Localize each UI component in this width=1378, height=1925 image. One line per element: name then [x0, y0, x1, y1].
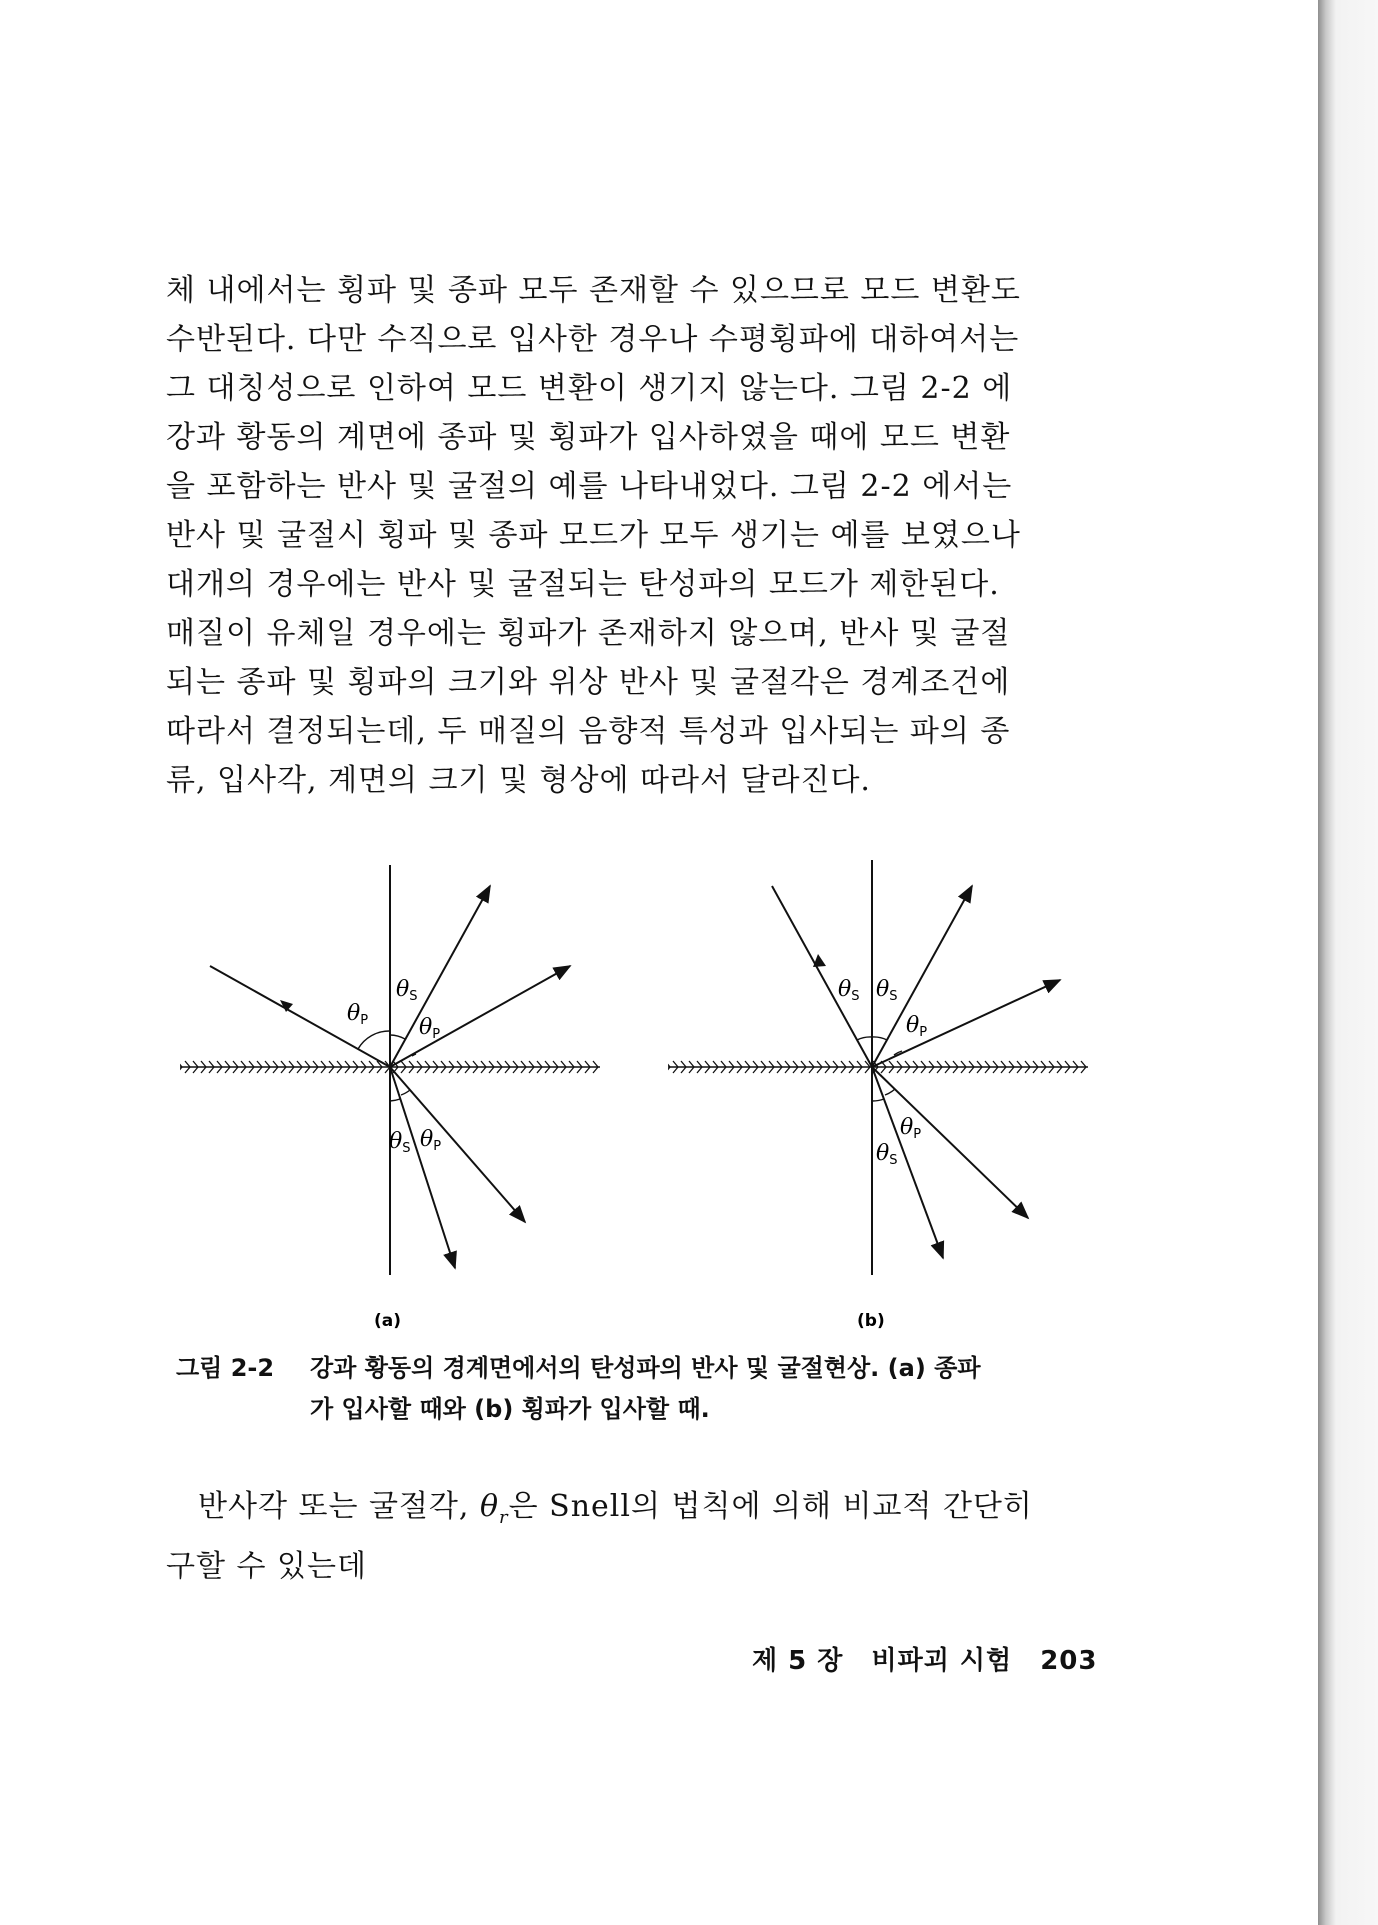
angle-arc-incident-a — [358, 1031, 390, 1049]
reflected-p-wave-b — [872, 980, 1060, 1067]
chapter-label: 제 5 장 — [752, 1646, 844, 1676]
text-line: 류, 입사각, 계면의 크기 및 형상에 따라서 달라진다. — [166, 763, 871, 798]
text-segment: 은 Snell의 법칙에 의해 비교적 간단히 — [508, 1489, 1033, 1524]
text-line: 따라서 결정되는데, 두 매질의 음향적 특성과 입사되는 파의 종 — [166, 714, 1011, 749]
text-segment: 반사각 또는 굴절각, — [198, 1489, 480, 1524]
text-line: 강과 황동의 계면에 종파 및 횡파가 입사하였을 때에 모드 변환 — [166, 420, 1011, 455]
refracted-p-wave-b — [872, 1067, 1028, 1218]
angle-label-theta-s-refracted-a: θS — [389, 1129, 411, 1156]
caption-line-1: 강과 황동의 경계면에서의 탄성파의 반사 및 굴절현상. (a) 종파 — [310, 1354, 981, 1382]
angle-label-theta-s-incident-b: θS — [838, 977, 860, 1004]
angle-arc-reflected-s-a — [390, 1035, 405, 1039]
panel-b — [668, 860, 1088, 1330]
angle-label-theta-p-refracted-a: θP — [420, 1127, 442, 1154]
angle-label-theta-p-reflected-b: θP — [906, 1013, 928, 1040]
text-line: 대개의 경우에는 반사 및 굴절되는 탄성파의 모드가 제한된다. — [166, 567, 1000, 602]
incident-arrowhead-b — [813, 954, 826, 967]
figure-diagram — [160, 850, 1100, 1330]
text-line: 그 대칭성으로 인하여 모드 변환이 생기지 않는다. 그림 2-2 에 — [166, 371, 1013, 406]
angle-arc-incident-b — [857, 1037, 872, 1040]
angle-arc-refracted-p-a — [401, 1090, 410, 1095]
text-line: 되는 종파 및 횡파의 크기와 위상 반사 및 굴절각은 경계조건에 — [166, 665, 1011, 700]
caption-line-2: 가 입사할 때와 (b) 횡파가 입사할 때. — [310, 1395, 710, 1423]
body-paragraph-1 — [166, 266, 1078, 805]
panel-a — [180, 865, 600, 1330]
angle-arc-refracted-s-b — [872, 1099, 884, 1101]
angle-label-theta-p-refracted-b: θP — [900, 1115, 922, 1142]
panel-b-label: (b) — [857, 1311, 885, 1330]
angle-label-theta-s-reflected-b: θS — [876, 977, 898, 1004]
angle-label-theta-p-incident-a: θP — [347, 1001, 369, 1028]
text-line: 을 포함하는 반사 및 굴절의 예를 나타내었다. 그림 2-2 에서는 — [166, 469, 1013, 504]
refracted-s-wave-a — [390, 1067, 455, 1268]
text-line: 반사 및 굴절시 횡파 및 종파 모드가 모두 생기는 예를 보였으나 — [166, 518, 1021, 553]
theta-r-symbol: $\theta_r$ — [479, 1489, 509, 1528]
angle-arc-refracted-p-b — [885, 1089, 895, 1095]
panel-a-label: (a) — [374, 1311, 402, 1330]
angle-label-theta-s-refracted-b: θS — [876, 1141, 898, 1168]
text-line: 수반된다. 다만 수직으로 입사한 경우나 수평횡파에 대하여서는 — [166, 322, 1020, 357]
chapter-title: 비파괴 시험 — [871, 1646, 1013, 1676]
page-footer — [752, 1640, 1115, 1677]
text-line: 체 내에서는 횡파 및 종파 모두 존재할 수 있으므로 모드 변환도 — [166, 273, 1021, 308]
body-paragraph-2 — [166, 1482, 1078, 1591]
angle-arc-reflected-s-b — [872, 1037, 887, 1040]
text-line — [166, 1482, 1078, 1542]
caption-number: 그림 2-2 — [176, 1354, 275, 1382]
page-edge-shadow — [1318, 0, 1378, 1925]
angle-label-theta-p-reflected-a: θP — [419, 1015, 441, 1042]
angle-label-theta-s-reflected-a: θS — [396, 977, 418, 1004]
text-line: 매질이 유체일 경우에는 횡파가 존재하지 않으며, 반사 및 굴절 — [166, 616, 1011, 651]
angle-arc-refracted-s-a — [390, 1099, 400, 1101]
figure-caption — [176, 1348, 1096, 1430]
page-number: 203 — [1040, 1646, 1098, 1676]
figure-reflection-refraction — [160, 850, 1100, 1330]
text-line: 구할 수 있는데 — [166, 1549, 367, 1584]
